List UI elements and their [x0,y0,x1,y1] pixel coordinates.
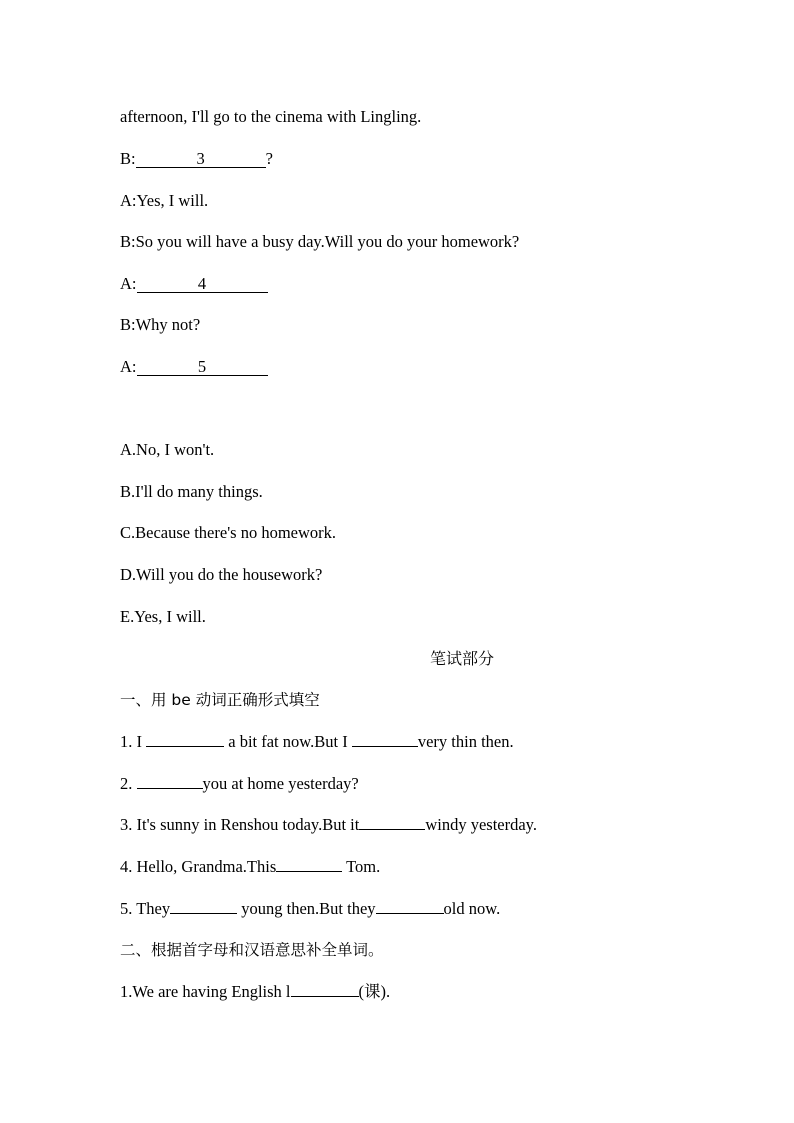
part1-question-5 [120,899,500,919]
answer-blank[interactable] [291,996,359,997]
blank-number: 4 [197,274,207,293]
blank-number: 5 [197,357,207,376]
answer-blank-3[interactable] [136,151,266,168]
answer-blank-4[interactable] [137,276,268,293]
question-text: 1.We are having English l [120,982,291,1001]
question-text: Tom. [342,857,381,876]
dialogue-line-a-yes: A:Yes, I will. [120,191,209,210]
question-text: 4. Hello, Grandma.This [120,857,277,876]
question-text: a bit fat now.But I [224,732,352,751]
question-text: 2. [120,774,137,793]
answer-blank[interactable] [359,829,425,830]
part1-question-4 [120,857,380,877]
part2-heading: 二、根据首字母和汉语意思补全单词。 [120,941,384,959]
question-text: 1. I [120,732,147,751]
option-c: C.Because there's no homework. [120,523,337,542]
answer-blank[interactable] [170,913,237,914]
part1-question-2 [120,774,359,794]
answer-blank[interactable] [276,871,342,872]
question-text: very thin then. [417,732,514,751]
part1-question-3 [120,815,537,835]
question-mark: ? [265,149,273,168]
part2-question-1 [120,982,390,1002]
question-text: 3. It's sunny in Renshou today.But it [120,815,360,834]
dialogue-line-b-why: B:Why not? [120,315,201,334]
answer-blank[interactable] [146,746,224,747]
dialogue-line-a5 [120,357,268,377]
question-text: windy yesterday. [425,815,537,834]
dialogue-line-afternoon: afternoon, I'll go to the cinema with Lingling. [120,107,422,126]
speaker-label: A: [120,357,137,376]
speaker-label: A: [120,274,137,293]
dialogue-line-b3 [120,149,273,169]
option-e: E.Yes, I will. [120,607,206,626]
dialogue-line-a4 [120,274,268,294]
section-title: 笔试部分 [429,649,494,668]
question-text: 5. They [120,899,171,918]
answer-blank-5[interactable] [137,359,268,376]
option-a: A.No, I won't. [120,440,215,459]
answer-blank[interactable] [137,788,203,789]
answer-blank[interactable] [352,746,418,747]
question-text: you at home yesterday? [202,774,359,793]
part1-question-1 [120,732,514,752]
dialogue-line-b-busy: B:So you will have a busy day.Will you do your homework? [120,232,520,251]
question-text: old now. [443,899,501,918]
speaker-label: B: [120,149,136,168]
question-text: young then.But they [237,899,376,918]
part1-heading: 一、用 be 动词正确形式填空 [120,691,320,709]
question-text: (课). [358,982,391,1001]
answer-blank[interactable] [376,913,444,914]
option-d: D.Will you do the housework? [120,565,323,584]
blank-number: 3 [196,149,205,168]
option-b: B.I'll do many things. [120,482,263,501]
